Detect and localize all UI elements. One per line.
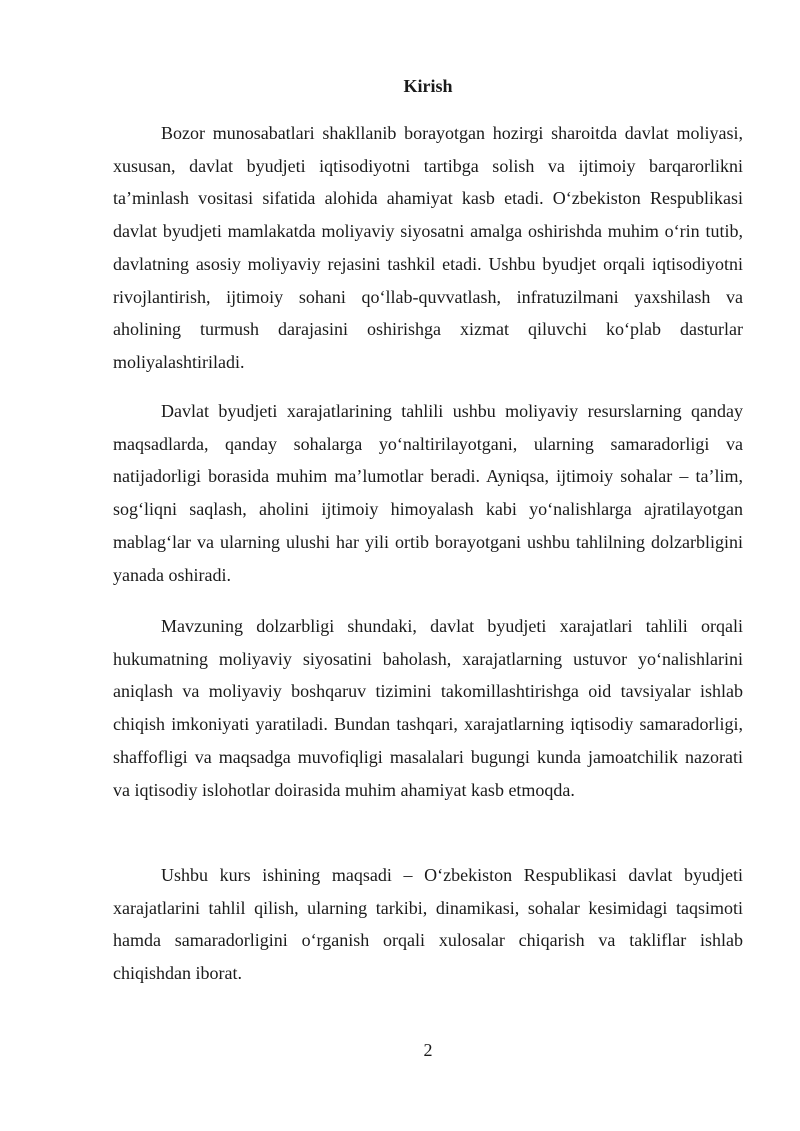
paragraph-goal: Ushbu kurs ishining maqsadi – O‘zbekiston Respublikasi davlat byudjeti xarajatlarini tahlil qilish, ularning tarkibi, dinamikasi, sohalar kesimidagi taqsimoti hamda samaradorligini o‘rganish orqali xulosalar chiqarish va takliflar ishlab chiqishdan iborat. [113,865,743,984]
page-number: 2 [423,1040,433,1060]
page-title: Kirish [403,76,453,96]
paragraph-intro: Bozor munosabatlari shakllanib borayotgan hozirgi sharoitda davlat moliyasi, xususan, davlat byudjeti iqtisodiyotni tartibga solish va ijtimoiy barqarorlikni ta’minlash vositasi sifatida alohida ahamiyat kasb etadi. O‘zbekiston Respublikasi davlat byudjeti mamlakatda moliyaviy siyosatni amalga oshirishda muhim o‘rin tutib, davlatning asosiy moliyaviy rejasini tashkil etadi. Ushbu byudjet orqali iqtisodiyotni rivojlantirish, ijtimoiy sohani qo‘llab-quvvatlash, infratuzilmani yaxshilash va aholining turmush darajasini oshirishga xizmat qiluvchi ko‘plab dasturlar moliyalashtiriladi. [113,123,743,372]
paragraph-expenditure-analysis: Davlat byudjeti xarajatlarining tahlili ushbu moliyaviy resurslarning qanday maqsadlarda, qanday sohalarga yo‘naltirilayotgani, ularning samaradorligi va natijadorligi borasida muhim ma’lumotlar beradi. Ayniqsa, ijtimoiy sohalar – ta’lim, sog‘liqni saqlash, aholini ijtimoiy himoyalash kabi yo‘nalishlarga ajratilayotgan mablag‘lar va ularning ulushi har yili ortib borayotgani ushbu tahlilning dolzarbligini yanada oshiradi. [113,401,743,585]
paragraph-relevance: Mavzuning dolzarbligi shundaki, davlat byudjeti xarajatlari tahlili orqali hukumatning moliyaviy siyosatini baholash, xarajatlarning ustuvor yo‘nalishlarini aniqlash va moliyaviy boshqaruv tizimini takomillashtirishga oid tavsiyalar ishlab chiqish imkoniyati yaratiladi. Bundan tashqari, xarajatlarning iqtisodiy samaradorligi, shaffofligi va maqsadga muvofiqligi masalalari bugungi kunda jamoatchilik nazorati va iqtisodiy islohotlar doirasida muhim ahamiyat kasb etmoqda. [113,616,743,800]
